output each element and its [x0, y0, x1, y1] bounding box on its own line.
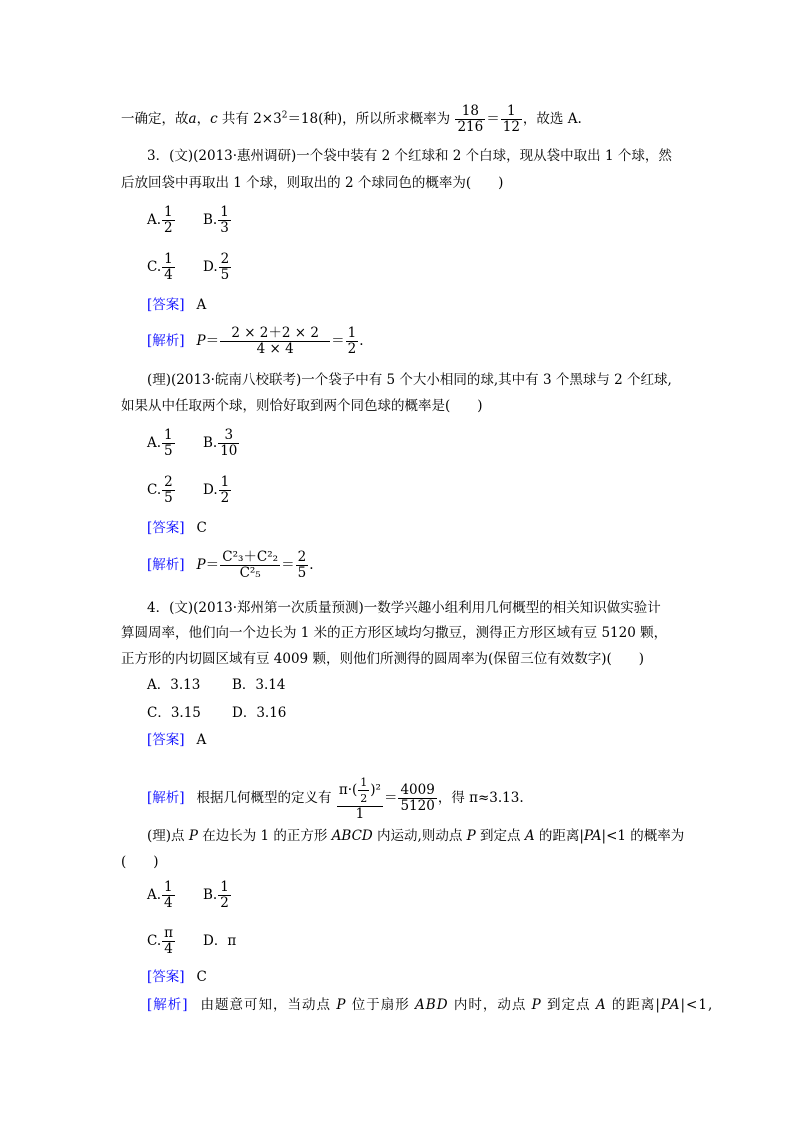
option-d: D. $\frac{1}{2}$ — [203, 474, 230, 506]
question-3b-line-2: 如果从中任取两个球，则恰好取到两个同色球的概率是( ) — [121, 398, 483, 414]
options-row — [147, 428, 259, 459]
question-4b-line-2: ( ) — [121, 854, 159, 870]
option-b: B．3.14 — [232, 677, 286, 693]
question-3b-line-1: (理)(2013·皖南八校联考)一个袋子中有 5 个大小相同的球,其中有 3 个黑球与 2 个红球, — [147, 372, 672, 388]
var-c: c — [210, 111, 218, 127]
explanation-line: [解析] P＝ $\frac{\text{C²₃＋C²₂}}{\text{C²₅}}$ ＝ $\frac{2}{5}$ . — [147, 549, 314, 581]
options-row — [147, 704, 317, 722]
explanation-label: [解析] — [147, 333, 185, 349]
explanation-line: [解析] 根据几何概型的定义有 π·( $\frac{1}{2}$ )² 1 ＝ $\frac{4009}{5120}$ ，得 π≈3.13. — [147, 776, 524, 822]
option-b: B. $\frac{1}{3}$ — [203, 204, 229, 236]
continuation-line — [121, 104, 582, 135]
question-3-line-1: 3．(文)(2013·惠州调研)一个袋中装有 2 个红球和 2 个白球，现从袋中取出 1 个球，然 — [147, 148, 672, 164]
option-a: A. $\frac{1}{2}$ — [147, 204, 173, 236]
options-row — [147, 205, 259, 236]
answer-line — [147, 296, 206, 314]
answer-label: [答案] — [147, 732, 185, 748]
explanation-label: [解析] — [147, 790, 185, 806]
answer-label: [答案] — [147, 520, 185, 536]
option-a: A．3.13 — [147, 677, 201, 693]
question-4-line-2: 算圆周率，他们向一个边长为 1 米的正方形区域均匀撒豆，测得正方形区域有豆 5120 颗， — [121, 625, 668, 641]
text: ， — [196, 111, 211, 127]
option-c: C. $\frac{1}{4}$ — [147, 251, 173, 283]
option-b: B. $\frac{3}{10}$ — [203, 427, 238, 459]
option-c: C．3.15 — [147, 705, 201, 721]
fraction: $\frac{2 \times 2+2 \times 2}{4 \times 4}$ — [220, 326, 330, 357]
option-c: C. $\frac{2}{5}$ — [147, 474, 173, 506]
option-a: A. $\frac{1}{4}$ — [147, 879, 173, 911]
options-row — [147, 252, 259, 283]
answer-line — [147, 519, 207, 537]
fraction: $\frac{18}{216}$ — [457, 103, 484, 135]
option-b: B. $\frac{1}{2}$ — [203, 879, 229, 911]
question-4b-line-1: (理)点 P 在边长为 1 的正方形 ABCD 内运动,则动点 P 到定点 A 的距离|PA|<1 的概率为 — [147, 828, 685, 844]
text: 共有 2×3 — [217, 111, 282, 127]
question-4-line-3: 正方形的内切圆区域有豆 4009 颗，则他们所测得的圆周率为(保留三位有效数字)( ) — [121, 651, 645, 667]
equals: ＝ — [486, 111, 500, 127]
fraction: π·( $\frac{1}{2}$ )² 1 — [338, 776, 381, 822]
option-d: D. $\frac{2}{5}$ — [203, 251, 230, 283]
question-3-line-2: 后放回袋中再取出 1 个球，则取出的 2 个球同色的概率为( ) — [121, 175, 504, 191]
text: ＝18(种)，所以所求概率为 — [287, 111, 451, 127]
answer-line — [147, 731, 206, 749]
answer-value: C — [196, 969, 207, 985]
answer-label: [答案] — [147, 969, 185, 985]
explanation-label: [解析] — [147, 997, 189, 1013]
explanation-line: [解析] 由题意可知，当动点 P 位于扇形 ABD 内时，动点 P 到定点 A 的距离|PA|<1, — [147, 997, 714, 1013]
explanation-line: [解析] P＝ $\frac{2 \times 2+2 \times 2}{4 \times 4}$ ＝ $\frac{1}{2}$ . — [147, 325, 364, 357]
text: ，故选 A. — [522, 111, 582, 127]
exponent: 2 — [281, 110, 288, 121]
explanation-label: [解析] — [147, 557, 185, 573]
question-4-line-1: 4．(文)(2013·郑州第一次质量预测)一数学兴趣小组利用几何概型的相关知识做实验计 — [147, 600, 661, 616]
text: 一确定，故 — [121, 111, 189, 127]
option-d: D．3.16 — [232, 705, 287, 721]
answer-line — [147, 968, 207, 986]
options-row — [147, 926, 259, 957]
fraction: $\frac{1}{12}$ — [502, 103, 520, 135]
var-a: a — [188, 111, 197, 127]
options-row — [147, 676, 317, 694]
answer-value: A — [196, 732, 207, 748]
options-row — [147, 475, 259, 506]
answer-value: C — [196, 520, 207, 536]
fraction: $\frac{\text{C²₃＋C²₂}}{\text{C²₅}}$ — [220, 550, 280, 581]
option-d: D．π — [203, 933, 237, 949]
option-c: C. $\frac{\pi}{4}$ — [147, 925, 174, 957]
option-a: A. $\frac{1}{5}$ — [147, 427, 173, 459]
answer-value: A — [196, 297, 207, 313]
options-row — [147, 880, 259, 911]
answer-label: [答案] — [147, 297, 185, 313]
